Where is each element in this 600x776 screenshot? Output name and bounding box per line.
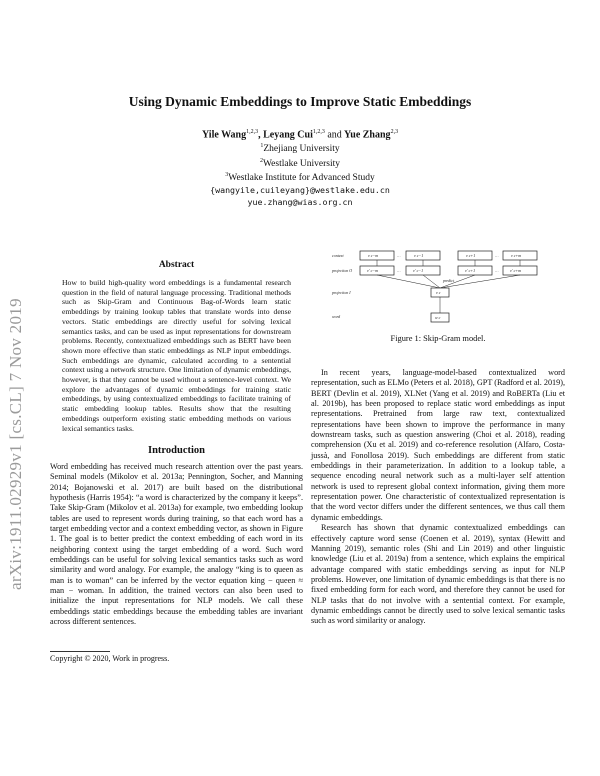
ctx-dots-1: … xyxy=(397,253,401,258)
introduction-right xyxy=(311,368,565,627)
ctx-dots-2: … xyxy=(495,253,499,258)
copyright-notice: Copyright © 2020, Work in progress. xyxy=(50,654,170,663)
intro-paragraph-2: In recent years, language-model-based contextualized word representation, such as ELMo (Peters et al. 2018), GPT (Radford et al. 2019), BERT (Devlin et al. 2019), XLNet (Yang et al. 2019) and RoBERTa (Liu et al. 2019b), has been proposed to replace static word embeddings as input representations. Pretrained from large raw text, contextualized representations have been shown to improve the performance in many downstream tasks, such as question answering (Choi et al. 2018), reading comprehension (Xu et al. 2019) and co-reference resolution (Alfaro, Costa-jussà, and Fonollosa 2019). Such embeddings are different from static embeddings in their parameterization. In addition to a lookup table, a sequence encoding neural network such as a multi-layer self attention network is used to represent global context information, giving them more representation power. One characteristic of contextualized representation is that the word vector differs under the different sentences, we thus call them dynamic embeddings. xyxy=(311,368,565,522)
out-vec-3: v′ c+1 xyxy=(465,268,476,273)
author-block xyxy=(100,127,500,208)
abstract-text: How to build high-quality word embeddings is a fundamental research question in the field of natural language processing. Traditional methods such as Skip-Gram and Continuous Bag-of-Words learn static embeddings by training lookup tables that translate words into dense vectors. Static embeddings are directly useful for solving lexical semantics tasks, and can be used as input representations for downstream problems. Recently, contextualized embeddings such as BERT have been shown more effective than static embeddings as NLP input embeddings. Such embeddings are dynamic, calculated according to a sentential context using a network structure. One limitation of dynamic embeddings, however, is that they cannot be used without a sentence-level context. We explore the advantages of dynamic embeddings for training static embeddings, by using contextualized embeddings to facilitate training of static embedding lookup tables. Results show that the resulting embeddings outperform existing static embedding methods on various lexical semantics tasks. xyxy=(62,278,291,433)
center-vec: v c xyxy=(436,290,441,295)
arxiv-identifier: arXiv:1911.02929v1 [cs.CL] 7 Nov 2019 xyxy=(6,298,25,590)
author-3: Yue Zhang xyxy=(343,129,391,141)
row-label-word: word xyxy=(332,314,341,319)
intro-paragraph-1: Word embedding has received much research attention over the past years. Seminal models (Mikolov et al. 2013a; Pennington, Socher, and Manning 2014; Bojanowski et al. 2017) are built based on the distributional hypothesis (Harris 1954): “a word is characterized by the company it keeps”. Take Skip-Gram (Mikolov et al. 2013a) for example, two embedding lookup tables are used to represent words during training, so that each word has a target embedding vector and a context embedding vector, as shown in Figure 1. The goal is to better predict the context embedding of each word in its neighboring context using the target embedding of a word. Such word embeddings can be useful for solving lexical semantics tasks such as word similarity and word analogy. For example, the analogy “king is to queen as man is to woman” can be inferred by the vector equation king − queen ≈ man − woman. In addition, the trained vectors can also been used to initialize the input representations for NLP models. We call these embeddings static embeddings because the embedding tables are invariant across different sentences. xyxy=(50,462,303,627)
abstract-heading: Abstract xyxy=(158,260,195,270)
introduction-left xyxy=(50,462,303,628)
out-dots-1: … xyxy=(397,268,401,273)
affiliation-2: $^2$Westlake University xyxy=(259,157,341,169)
word-vec: w c xyxy=(435,315,441,320)
figure-caption: Figure 1: Skip-Gram model. xyxy=(390,334,486,343)
intro-paragraph-3: Research has shown that dynamic contextualized embeddings can effectively capture word sense (Coenen et al. 2019), syntax (Hewitt and Manning 2019), semantic roles (Shi and Lin 2019) and other linguistic knowledge (Liu et al. 2019a) from a sentence, which explains the empirical advantage compared with static embeddings serving as input for NLP problems. However, one limitation of dynamic embeddings is that there is no fixed embedding form for each word, and therefore they cannot be used for NLP tasks that do not involve with a sentential context. For example, dynamic embeddings cannot be directly used to solve lexical semantic tasks such as word similarity or analogy. xyxy=(311,523,565,626)
author-names: Yile Wang$^{1,2,3}$, Leyang Cui$^{1,2,3}$ and Yue Zhang$^{2,3}$ xyxy=(201,129,399,141)
ctx-vec-3: v c+1 xyxy=(466,253,476,258)
out-vec-1: v′ c−m xyxy=(367,268,379,273)
skip-gram-figure xyxy=(330,248,545,330)
footnote-rule xyxy=(50,651,110,652)
ctx-vec-2: v c−1 xyxy=(414,253,424,258)
affiliation-3: $^3$Westlake Institute for Advanced Study xyxy=(225,172,375,184)
ctx-vec-1: v c−m xyxy=(368,253,379,258)
out-vec-2: v′ c−1 xyxy=(413,268,424,273)
predict-label: predict xyxy=(443,278,455,283)
out-dots-2: … xyxy=(495,268,499,273)
paper-title: Using Dynamic Embeddings to Improve Static Embeddings xyxy=(128,94,472,109)
row-label-projection-o: projection O xyxy=(332,268,353,273)
row-label-projection-i: projection I xyxy=(332,290,351,295)
author-2: Leyang Cui xyxy=(263,129,313,141)
introduction-heading: Introduction xyxy=(148,445,205,456)
email-1: {wangyile,cuileyang}@westlake.edu.cn xyxy=(210,185,390,196)
ctx-vec-4: v c+m xyxy=(511,253,522,258)
row-label-context: context xyxy=(332,253,344,258)
author-1: Yile Wang xyxy=(201,129,247,141)
email-2: yue.zhang@wias.org.cn xyxy=(247,196,353,207)
out-vec-4: v′ c+m xyxy=(510,268,522,273)
affiliation-1: $^1$Zhejiang University xyxy=(260,142,340,155)
